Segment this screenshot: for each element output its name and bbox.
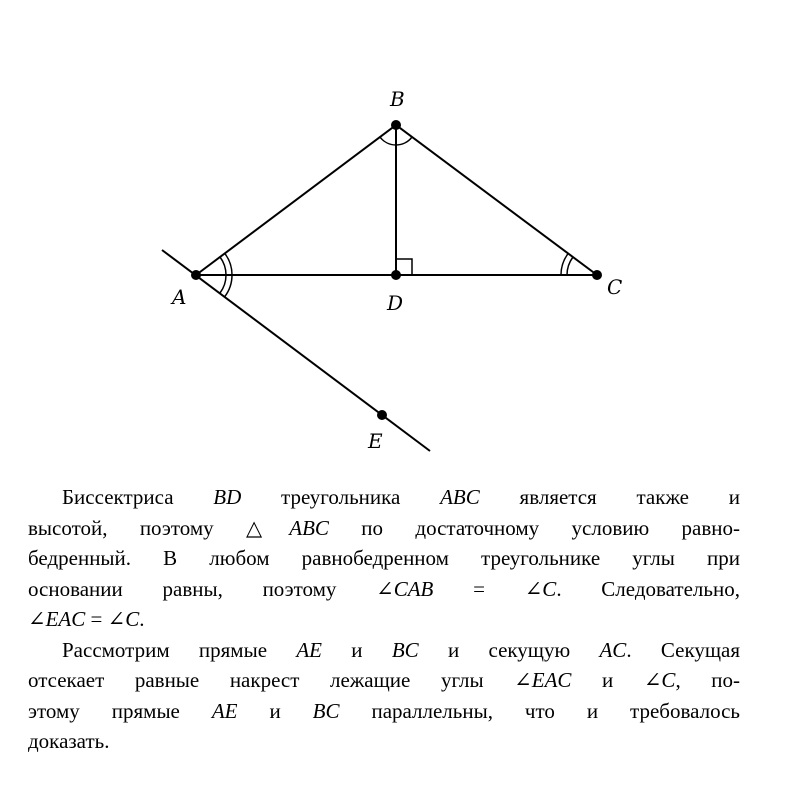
text-segment: доказать.: [28, 729, 110, 753]
text-segment: и ∠: [571, 668, 662, 692]
text-segment: основании равны, поэтому ∠: [28, 576, 394, 601]
text-segment: отсекает равные накрест лежащие углы ∠: [28, 668, 532, 692]
label-c: C: [607, 275, 623, 299]
text-segment: Рассмотрим прямые: [62, 637, 297, 662]
text-segment: . Секущая: [626, 637, 740, 662]
line-ae: [162, 250, 430, 451]
math-term: BD: [213, 485, 242, 509]
text-segment: и секущую: [418, 637, 600, 662]
angle-eac-arc: [220, 275, 226, 293]
math-term: AE: [211, 698, 238, 723]
point-b: [391, 120, 401, 130]
text-segment: и: [237, 698, 313, 723]
text-segment: является также и: [479, 485, 740, 509]
math-term: AC: [599, 637, 627, 662]
angle-abd-arc: [380, 137, 396, 145]
point-a: [191, 270, 201, 280]
paragraph: [28, 635, 740, 757]
label-d: D: [387, 291, 404, 315]
math-term: ABC: [289, 515, 329, 540]
point-e: [377, 410, 387, 420]
text-line: [28, 635, 740, 666]
text-segment: бедренный. В любом равнобедренном треугольнике углы при: [28, 546, 740, 570]
text-segment: , по-: [675, 668, 740, 692]
text-segment: этому прямые: [28, 698, 212, 723]
text-segment: Биссектриса: [62, 485, 214, 509]
math-term: C: [125, 607, 140, 631]
text-line: [28, 726, 740, 757]
segment-bc: [396, 125, 597, 275]
text-line: [28, 696, 740, 727]
math-term: CAB: [393, 576, 434, 601]
math-term: C: [661, 668, 676, 692]
angle-bca-arc: [567, 257, 573, 275]
text-segment: треугольника: [241, 485, 441, 509]
math-term: ABC: [440, 485, 480, 509]
text-segment: высотой, поэтому △: [28, 515, 290, 540]
text-line: [28, 604, 740, 635]
math-term: EAC: [45, 607, 86, 631]
math-term: AE: [296, 637, 322, 662]
text-line: [28, 665, 740, 696]
segment-ab: [196, 125, 396, 275]
angle-bac-arc: [220, 257, 226, 275]
text-segment: = ∠: [433, 576, 543, 601]
text-segment: по достаточному условию равно-: [328, 515, 741, 540]
text-segment: . Следовательно,: [556, 576, 740, 601]
point-c: [592, 270, 602, 280]
text-line: [28, 543, 740, 574]
text-segment: ∠: [28, 607, 46, 631]
proof-text: [28, 482, 740, 757]
paragraph: [28, 482, 740, 635]
label-e: E: [368, 429, 383, 453]
text-line: [28, 574, 740, 605]
text-segment: параллельны, что и требовалось: [339, 698, 741, 723]
math-term: EAC: [531, 668, 572, 692]
text-segment: .: [139, 607, 145, 631]
math-term: C: [542, 576, 557, 601]
text-segment: и: [321, 637, 392, 662]
angle-dbc-arc: [396, 137, 412, 145]
text-line: [28, 482, 740, 513]
point-d: [391, 270, 401, 280]
text-segment: = ∠: [85, 607, 126, 631]
text-line: [28, 513, 740, 544]
math-term: BC: [312, 698, 340, 723]
label-a: A: [172, 285, 187, 309]
label-b: B: [390, 87, 405, 111]
math-term: BC: [391, 637, 419, 662]
